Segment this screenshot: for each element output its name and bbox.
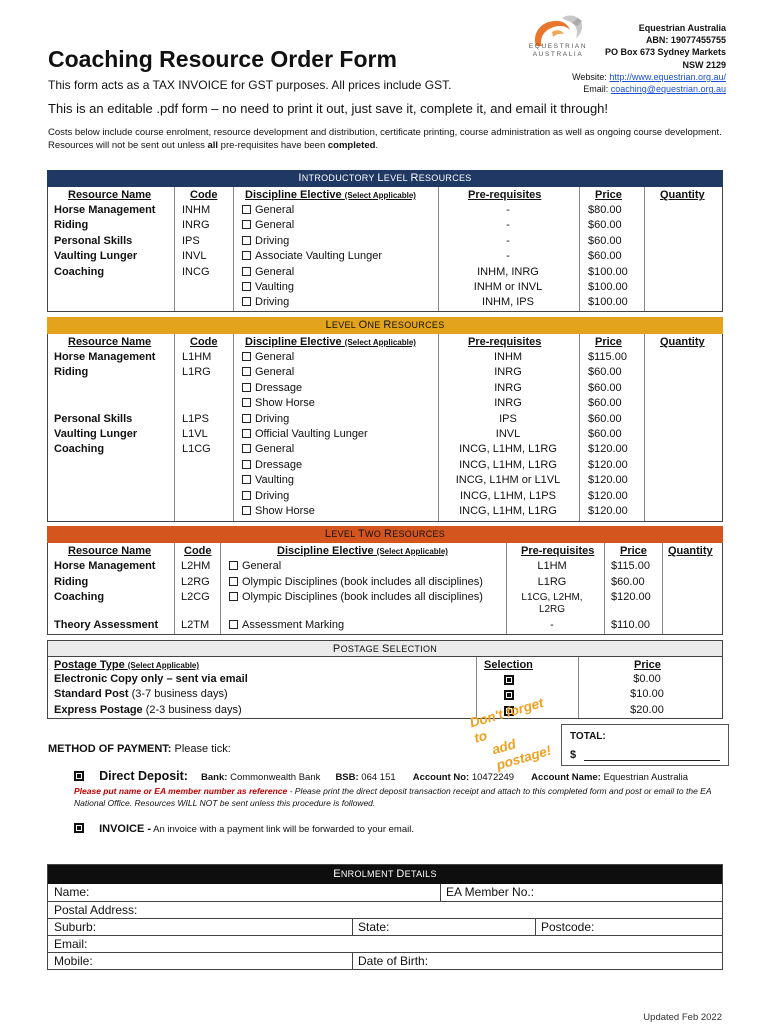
resource-name: Riding [54, 366, 89, 379]
elective-label: Driving [255, 412, 290, 425]
elective-label: Olympic Disciplines (book includes all disciplines) [242, 591, 483, 603]
resource-name: Personal Skills [54, 234, 133, 247]
suburb-field[interactable]: Suburb: [54, 920, 97, 934]
postage-price: $10.00 [630, 688, 664, 700]
costs-line-1: Costs below include course enrolment, resource development and distribution, certificate printing, course administration as well as ongoing course development. [48, 127, 722, 138]
direct-deposit-note: Please put name or EA member number as reference - Please print the direct deposit transaction receipt and attach to this completed form and post or email to the EA National Office. Resources WILL NOT be sent unless this procedure is followed. [74, 786, 712, 808]
price: $100.00 [588, 265, 628, 278]
prerequisite: INRG [494, 397, 522, 410]
payment-method-label: METHOD OF PAYMENT: Please tick: [48, 743, 231, 755]
elective-label: General [255, 204, 295, 216]
price: $60.00 [588, 412, 622, 425]
resource-name: Theory Assessment [54, 619, 159, 631]
enrol-row-name [48, 884, 722, 901]
price: $60.00 [588, 219, 622, 232]
elective-option[interactable] [229, 618, 344, 633]
prerequisite: INHM [493, 351, 523, 363]
price: $100.00 [588, 281, 628, 293]
elective-option[interactable] [242, 350, 294, 365]
prerequisite: INRG [494, 366, 522, 379]
invoice-row: INVOICE - An invoice with a payment link will be forwarded to your email. [74, 823, 414, 835]
elective-label: Dressage [255, 381, 303, 394]
resource-name: Horse Management [54, 560, 156, 572]
quantity-input[interactable] [663, 574, 721, 589]
elective-label: Show Horse [255, 397, 315, 410]
prerequisite: INCG, L1HM, L1RG [459, 458, 557, 471]
elective-checkbox[interactable] [242, 267, 251, 276]
elective-checkbox[interactable] [229, 577, 238, 586]
elective-checkbox[interactable] [242, 414, 251, 423]
total-input[interactable] [584, 760, 720, 761]
elective-option[interactable] [242, 442, 294, 457]
org-name: Equestrian Australia [638, 23, 726, 33]
elective-label: Driving [255, 296, 290, 309]
member-number-field[interactable]: EA Member No.: [446, 885, 535, 899]
price: $60.00 [588, 250, 622, 263]
price: $100.00 [588, 296, 628, 309]
elective-checkbox[interactable] [242, 460, 251, 469]
prerequisite: L1RG [537, 576, 567, 588]
quantity-input[interactable] [645, 248, 721, 263]
elective-label: General [242, 560, 282, 572]
postage-selection-header: Selection [484, 659, 533, 671]
prerequisite: INHM, IPS [482, 296, 534, 309]
resource-code: IPS [182, 234, 200, 247]
elective-checkbox[interactable] [242, 475, 251, 484]
elective-checkbox[interactable] [242, 236, 251, 245]
elective-option[interactable] [242, 249, 382, 264]
postage-option-2: Express Postage (2-3 business days) [54, 704, 242, 716]
price: $115.00 [588, 351, 627, 363]
quantity-input[interactable] [645, 395, 721, 410]
price: $120.00 [588, 489, 628, 502]
postage-option-0: Electronic Copy only – sent via email [54, 673, 248, 685]
price: $120.00 [588, 458, 628, 471]
postal-address-field[interactable]: Postal Address: [54, 903, 138, 917]
price: $60.00 [588, 397, 622, 410]
costs-note [48, 126, 728, 152]
elective-checkbox[interactable] [242, 352, 251, 361]
price: $120.00 [588, 505, 628, 517]
resource-name: Coaching [54, 265, 105, 278]
quantity-input[interactable] [645, 488, 721, 503]
page-title: Coaching Resource Order Form [48, 46, 397, 72]
elective-option[interactable] [242, 504, 315, 519]
elective-option[interactable] [242, 280, 294, 295]
elective-option[interactable] [242, 218, 294, 233]
elective-checkbox[interactable] [242, 282, 251, 291]
elective-checkbox[interactable] [229, 561, 238, 570]
quantity-input[interactable] [645, 202, 721, 217]
enrolment-details [47, 864, 723, 970]
price: $120.00 [588, 474, 628, 487]
prerequisite: IPS [499, 412, 517, 425]
price: $120.00 [588, 443, 628, 456]
elective-option[interactable] [242, 458, 302, 473]
price: $60.00 [611, 576, 645, 588]
quantity-input[interactable] [645, 411, 721, 426]
resource-name: Horse Management [54, 204, 156, 216]
org-po-box: PO Box 673 Sydney Markets [604, 47, 726, 58]
prerequisite: INVL [495, 428, 521, 440]
prerequisite-continued: L2RG [538, 604, 566, 615]
elective-option[interactable] [229, 559, 281, 574]
elective-checkbox[interactable] [242, 398, 251, 407]
elective-label: Driving [255, 489, 290, 502]
quantity-input[interactable] [645, 457, 721, 472]
elective-option[interactable] [242, 381, 302, 396]
elective-label: Vaulting [255, 281, 294, 293]
prerequisite: INCG, L1HM, L1PS [460, 489, 556, 502]
invoice-checkbox[interactable] [74, 823, 84, 833]
resource-name: Riding [54, 576, 89, 588]
resource-name: Horse Management [54, 351, 156, 363]
resource-code: L1PS [182, 412, 209, 425]
col-code: Code [190, 189, 218, 201]
editable-form-note: This is an editable .pdf form – no need to print it out, just save it, complete it, and email it through! [48, 101, 609, 116]
price: $80.00 [588, 204, 622, 216]
email-field[interactable]: Email: [54, 937, 88, 951]
elective-label: Associate Vaulting Lunger [255, 250, 382, 263]
elective-option[interactable] [242, 295, 289, 310]
website-label: Website: [572, 71, 610, 82]
elective-checkbox[interactable] [242, 429, 251, 438]
quantity-input[interactable] [645, 294, 721, 309]
elective-label: Assessment Marking [242, 619, 345, 631]
elective-option[interactable] [242, 427, 368, 442]
postage-price: $20.00 [630, 704, 664, 716]
elective-label: Dressage [255, 458, 303, 471]
updated-date: Updated Feb 2022 [643, 1012, 722, 1023]
resource-code: L1VL [182, 428, 208, 440]
quantity-input[interactable] [663, 589, 721, 604]
enrol-row-postal [48, 901, 722, 918]
resource-name: Riding [54, 219, 89, 232]
elective-label: Show Horse [255, 505, 315, 517]
elective-option[interactable] [242, 489, 289, 504]
col-prereq: Pre-requisites [468, 189, 542, 201]
logo-wordmark: EQUESTRIAN AUSTRALIA [528, 43, 588, 58]
col-quantity: Quantity [660, 189, 705, 201]
org-state: NSW 2129 [682, 59, 726, 70]
level-one-section-header: LEVEL ONE RESOURCES [47, 317, 723, 334]
total-label: TOTAL: [570, 731, 606, 742]
costs-line-2: Resources will not be sent out unless all pre-requisites have been completed. [48, 140, 379, 151]
org-abn: ABN: 19077455755 [645, 35, 726, 46]
tax-invoice-note: This form acts as a TAX INVOICE for GST purposes. All prices include GST. [48, 78, 452, 92]
resource-name: Vaulting Lunger [54, 428, 138, 440]
state-field[interactable]: State: [358, 920, 390, 934]
postage-price-header: Price [634, 659, 661, 671]
prerequisite: - [550, 619, 554, 631]
resource-code: L1CG [182, 443, 211, 456]
prerequisite: - [506, 204, 510, 216]
elective-checkbox[interactable] [242, 506, 251, 515]
elective-checkbox[interactable] [229, 592, 238, 601]
resource-code: INCG [182, 265, 210, 278]
elective-option[interactable] [242, 396, 315, 411]
quantity-input[interactable] [645, 279, 721, 294]
quantity-input[interactable] [645, 472, 721, 487]
elective-checkbox[interactable] [242, 491, 251, 500]
postcode-field[interactable]: Postcode: [541, 920, 595, 934]
level-two-section-header: LEVEL TWO RESOURCES [47, 526, 723, 543]
prerequisite: INCG, L1HM, L1RG [459, 443, 557, 456]
email-label: Email: [583, 84, 611, 95]
elective-checkbox[interactable] [242, 444, 251, 453]
elective-label: General [255, 351, 295, 363]
elective-option[interactable] [242, 265, 294, 280]
elective-label: General [255, 443, 295, 456]
resource-code: L2CG [181, 591, 210, 603]
resource-name: Personal Skills [54, 412, 133, 425]
dob-field[interactable]: Date of Birth: [358, 954, 429, 968]
name-field[interactable]: Name: [54, 885, 90, 899]
email-link[interactable]: coaching@equestrian.org.au [610, 84, 726, 95]
postage-price: $0.00 [633, 673, 661, 685]
resource-code: INVL [182, 250, 207, 263]
price: $60.00 [588, 366, 622, 379]
elective-label: General [255, 265, 295, 278]
quantity-input[interactable] [663, 617, 721, 632]
elective-label: General [255, 219, 295, 232]
prerequisite: - [506, 219, 510, 232]
prerequisite: L1HM [537, 560, 567, 572]
price: $60.00 [588, 428, 622, 440]
quantity-input[interactable] [645, 380, 721, 395]
prerequisite: INCG, L1HM or L1VL [455, 474, 561, 487]
quantity-input[interactable] [645, 364, 721, 379]
resource-code: L2TM [181, 619, 210, 631]
elective-option[interactable] [242, 203, 294, 218]
elective-option[interactable] [242, 412, 289, 427]
elective-checkbox[interactable] [242, 220, 251, 229]
quantity-input[interactable] [645, 217, 721, 232]
website-link[interactable]: http://www.equestrian.org.au/ [609, 71, 726, 82]
col-resource-name: Resource Name [68, 189, 152, 201]
elective-option[interactable] [242, 365, 294, 380]
resource-code: INRG [182, 219, 210, 232]
quantity-input[interactable] [645, 233, 721, 248]
intro-section-header: INTRODUCTORY LEVEL RESOURCES [47, 170, 723, 187]
direct-deposit-row: Direct Deposit: Bank: Commonwealth Bank BSB: 064 151 Account No: 10472249 Account Name: Equestrian Australia [74, 769, 688, 783]
prerequisite: INHM or INVL [473, 281, 543, 293]
elective-label: General [255, 366, 295, 379]
quantity-input[interactable] [645, 264, 721, 279]
resource-code: L1HM [182, 351, 212, 363]
direct-deposit-checkbox[interactable] [74, 771, 84, 781]
elective-checkbox[interactable] [242, 367, 251, 376]
quantity-input[interactable] [663, 558, 721, 573]
quantity-input[interactable] [645, 349, 721, 364]
elective-option[interactable] [229, 575, 483, 590]
postage-section-header: POSTAGE SELECTION [47, 640, 723, 657]
price: $110.00 [611, 619, 650, 631]
total-box [561, 724, 729, 766]
resource-code: INHM [182, 204, 211, 216]
elective-option[interactable] [229, 590, 483, 605]
quantity-input[interactable] [645, 441, 721, 456]
elective-label: Vaulting [255, 474, 294, 487]
resource-code: L2HM [181, 560, 211, 572]
price: $120.00 [611, 591, 651, 603]
elective-option[interactable] [242, 234, 289, 249]
price: $60.00 [588, 234, 622, 247]
prerequisite: INRG [494, 381, 522, 394]
quantity-input[interactable] [645, 503, 721, 518]
prerequisite: INCG, L1HM, L1RG [459, 505, 557, 517]
elective-checkbox[interactable] [242, 297, 251, 306]
enrol-row-email [48, 935, 722, 952]
postage-select-checkbox[interactable] [504, 689, 514, 704]
postage-select-checkbox[interactable] [504, 674, 514, 689]
resource-code: L1RG [182, 366, 211, 379]
postage-type-header: Postage Type (Select Applicable) [54, 659, 200, 671]
elective-checkbox[interactable] [242, 251, 251, 260]
resource-code: L2RG [181, 576, 210, 588]
elective-label: Olympic Disciplines (book includes all disciplines) [242, 576, 483, 588]
elective-option[interactable] [242, 473, 294, 488]
postage-option-1: Standard Post (3-7 business days) [54, 688, 228, 700]
elective-label: Driving [255, 234, 290, 247]
total-dollar: $ [570, 749, 577, 761]
col-price: Price [595, 189, 622, 201]
prerequisite: - [506, 234, 510, 247]
quantity-input[interactable] [645, 426, 721, 441]
elective-label: Official Vaulting Lunger [255, 428, 368, 440]
prerequisite: INHM, INRG [477, 265, 539, 278]
prerequisite: - [506, 250, 510, 263]
postage-reminder: Don't forget to add postage! [468, 695, 553, 773]
elective-checkbox[interactable] [242, 205, 251, 214]
price: $60.00 [588, 381, 622, 394]
enrolment-header: ENROLMENT DETAILS [48, 865, 722, 884]
org-contact-block [572, 22, 726, 95]
elective-checkbox[interactable] [229, 620, 238, 629]
price: $115.00 [611, 560, 650, 572]
prerequisite: L1CG, L2HM, [521, 592, 583, 603]
resource-name: Coaching [54, 443, 105, 456]
mobile-field[interactable]: Mobile: [54, 954, 93, 968]
col-elective: Discipline Elective (Select Applicable) [245, 189, 416, 201]
enrol-row-mobile [48, 952, 722, 969]
resource-name: Coaching [54, 591, 105, 603]
elective-checkbox[interactable] [242, 383, 251, 392]
resource-name: Vaulting Lunger [54, 250, 138, 263]
enrol-row-suburb [48, 918, 722, 935]
